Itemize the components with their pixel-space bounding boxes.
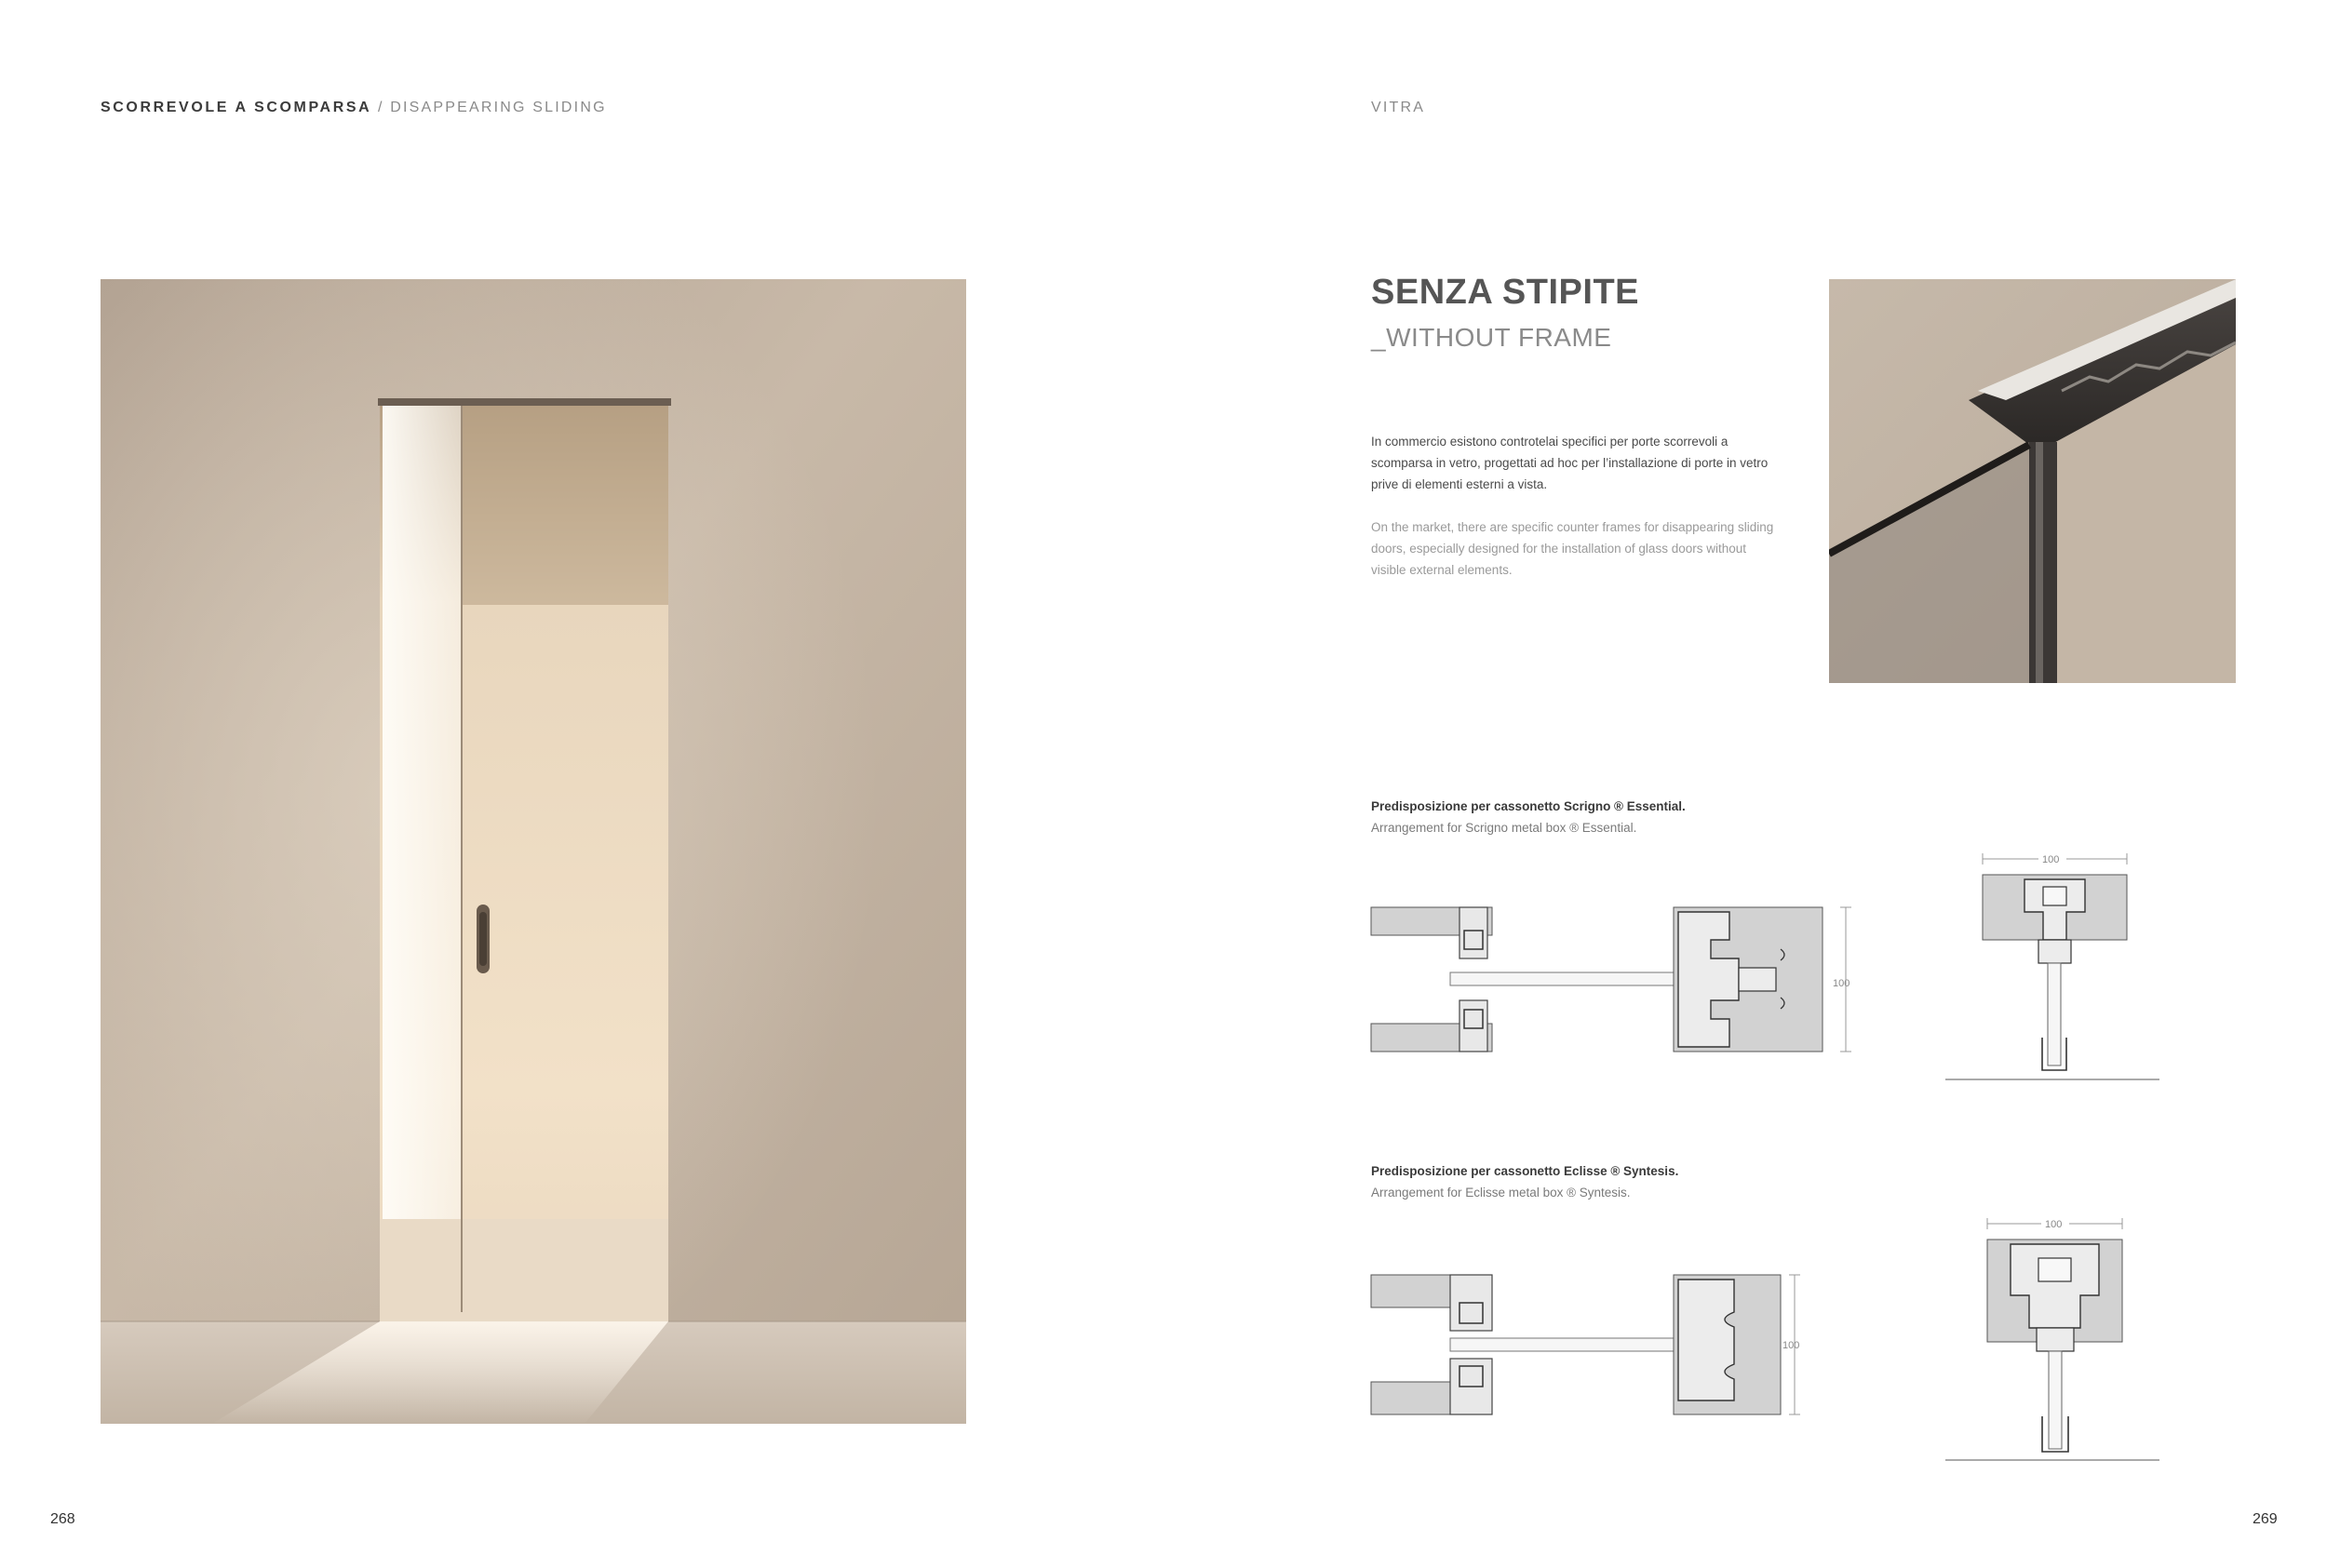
page-number-right: 269 xyxy=(2253,1511,2278,1527)
section-drawing-eclisse xyxy=(1945,1216,2159,1472)
room-photo-image xyxy=(101,279,966,1424)
section-name-en: / DISAPPEARING SLIDING xyxy=(371,100,607,115)
section-drawing-scrigno xyxy=(1945,851,2159,1093)
page-number-left: 268 xyxy=(50,1511,75,1527)
detail-photo xyxy=(1829,279,2236,683)
drawing-caption-1 xyxy=(1371,796,1686,838)
plan-drawing-eclisse xyxy=(1371,1266,1827,1433)
dimension-label: 100 xyxy=(1782,1340,1800,1351)
drawing-caption-2 xyxy=(1371,1160,1678,1203)
dimension-label: 100 xyxy=(1833,978,1850,989)
caption-english: Arrangement for Eclisse metal box ® Syntesis. xyxy=(1371,1186,1631,1199)
running-header-left xyxy=(101,100,607,116)
section-name: SCORREVOLE A SCOMPARSA xyxy=(101,100,372,115)
description-italian: In commercio esistono controtelai specifici per porte scorrevoli a scomparsa in vetro, progettati ad hoc per l’installazione di porte in vetro prive di elementi esterni a vista. xyxy=(1371,435,1769,491)
caption-italian: Predisposizione per cassonetto Eclisse ® Syntesis. xyxy=(1371,1164,1679,1178)
caption-italian: Predisposizione per cassonetto Scrigno ® Essential. xyxy=(1371,799,1686,813)
frame-detail-image xyxy=(1829,279,2236,683)
plan-drawing-scrigno xyxy=(1371,893,1864,1061)
dimension-label: 100 xyxy=(2042,854,2060,865)
caption-english: Arrangement for Scrigno metal box ® Essential. xyxy=(1371,821,1637,835)
dimension-label: 100 xyxy=(2045,1219,2063,1230)
running-header-right: VITRA xyxy=(1371,100,1426,115)
description-english: On the market, there are specific counter frames for disappearing sliding doors, especially designed for the installation of glass doors without visible external elements. xyxy=(1371,520,1774,577)
section-title: SENZA STIPITE xyxy=(1371,273,1640,312)
room-photo xyxy=(101,279,966,1424)
section-subtitle: _WITHOUT FRAME xyxy=(1371,323,1612,352)
